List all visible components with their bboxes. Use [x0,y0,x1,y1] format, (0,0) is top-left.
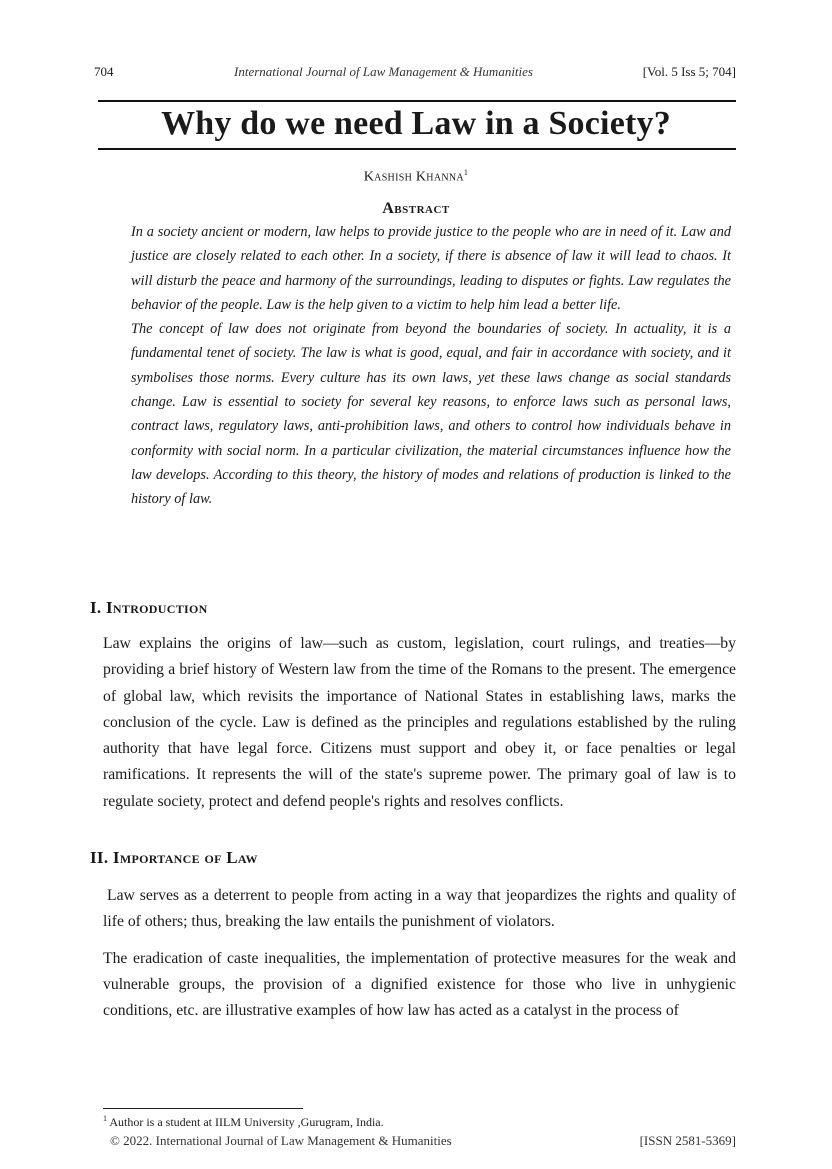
abstract-body [131,220,731,512]
body-paragraph: Law serves as a deterrent to people from acting in a way that jeopardizes the rights and quality of life of others; thus, breaking the law entails the punishment of violators. [103,887,736,931]
paper-title: Why do we need Law in a Society? [161,105,671,142]
body-paragraph: The eradication of caste inequalities, the implementation of protective measures for the weak and vulnerable groups, the provision of a dignified existence for those who live in unhygienic conditions, etc. are illustrative examples of how law has acted as a catalyst in the process of [103,949,736,1020]
footnote [103,1114,384,1130]
footnote-rule [103,1108,303,1109]
abstract-heading: Abstract [382,200,450,217]
page-number: 704 [94,64,114,79]
running-footer [110,1133,736,1151]
abstract-paragraph: In a society ancient or modern, law helps to provide justice to the people who are in need of it. Law and justice are closely related to each other. In a society, if there is absence of law it will lead to chaos. It will disturb the peace and harmony of the surroundings, leading to disputes or fights. Law regulates the behavior of the people. Law is the help given to a victim to help him lead a better life. [131,224,731,313]
section-heading-importance: II. Importance of Law [90,848,258,867]
title-rule-bottom [98,148,736,150]
author-line [0,168,832,186]
footnote-mark: 1 [103,1114,107,1123]
author-name: Kashish Khanna [363,169,464,185]
abstract-paragraph: The concept of law does not originate from beyond the boundaries of society. In actuality, it is a fundamental tenet of society. The law is what is good, equal, and fair in accordance with society, and it symbolises those norms. Every culture has its own laws, yet these laws change as social standards change. Law is essential to society for several key reasons, to enforce laws such as personal laws, contract laws, regulatory laws, anti-prohibition laws, and others to control how individuals behave in conformity with social norm. In a particular civilization, the material circumstances influence how the law develops. According to this theory, the history of modes and relations of production is linked to the history of law. [131,321,731,508]
journal-name: International Journal of Law Management & Humanities [234,64,533,79]
footnote-text: Author is a student at IILM University ,Gurugram, India. [109,1115,384,1129]
title-rule-top [98,100,736,102]
issn-number: [ISSN 2581-5369] [639,1133,736,1148]
copyright-notice: © 2022. International Journal of Law Management & Humanities [110,1133,452,1148]
section-heading-introduction: I. Introduction [90,598,208,617]
volume-info: [Vol. 5 Iss 5; 704] [642,64,736,79]
introduction-body [103,631,736,815]
running-header [94,64,736,86]
importance-body [103,883,736,1024]
body-paragraph: Law explains the origins of law—such as custom, legislation, court rulings, and treaties—by providing a brief history of Western law from the time of the Romans to the present. The emergence of global law, which revisits the importance of National States in establishing laws, marks the conclusion of the cycle. Law is defined as the principles and regulations established by the ruling authority that have legal force. Citizens must support and obey it, or face penalties or legal ramifications. It represents the will of the state's supreme power. The primary goal of law is to regulate society, protect and defend people's rights and resolves conflicts. [103,635,736,810]
author-footnote-mark: 1 [463,168,469,177]
